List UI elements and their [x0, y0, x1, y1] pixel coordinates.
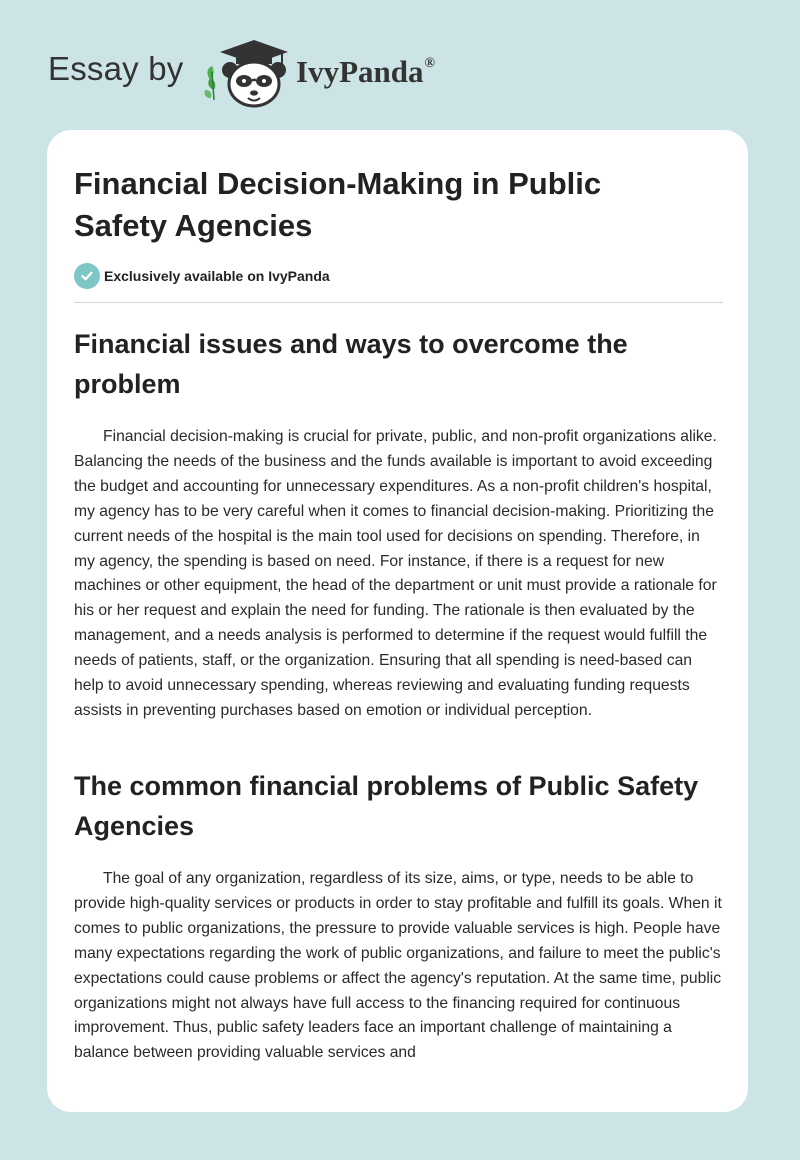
essay-title: Financial Decision-Making in Public Safety Agencies — [74, 166, 602, 243]
badge-text: Exclusively available on IvyPanda — [104, 268, 330, 284]
essay-card — [47, 130, 748, 1112]
brand-prefix: Essay by — [48, 50, 184, 87]
section-heading: Financial issues and ways to overcome the problem — [74, 329, 628, 399]
panda-graduate-icon — [200, 36, 292, 110]
check-circle-icon — [74, 263, 100, 289]
exclusive-badge — [74, 263, 330, 289]
section-paragraph: The goal of any organization, regardless of its size, aims, or type, needs to be able to provide high-quality services or products in order to stay profitable and fulfill its goals. When it comes to public organizations, the pressure to provide valuable services is high. People have many expectations regarding the work of public organizations, and failure to meet the public's expectations could cause problems or affect the agency's reputation. At the same time, public organizations might not always have full access to the financing required for continuous improvement. Thus, public safety leaders face an important challenge of maintaining a balance between providing valuable services and — [74, 870, 722, 1062]
brand-name-text: IvyPanda — [296, 54, 424, 89]
section-paragraph: Financial decision-making is crucial for private, public, and non-profit organizations alike. Balancing the needs of the business and the funds available is important to avoid exceeding the budget and accounting for unnecessary expenditures. As a non-profit children's hospital, my agency has to be very careful when it comes to financial decision-making. Prioritizing the current needs of the hospital is the main tool used for decisions on spending. Therefore, in my agency, the spending is based on need. For instance, if there is a request for new machines or other equipment, the head of the department or unit must provide a rationale for his or her request and explain the need for funding. The rationale is then evaluated by the management, and a needs analysis is performed to determine if the request would fulfill the needs of patients, staff, or the organization. Ensuring that all spending is need-based can help to avoid unnecessary spending, whereas reviewing and evaluating funding requests assists in preventing purchases based on emotion or individual perception. — [74, 428, 717, 719]
brand-header[interactable] — [48, 30, 508, 110]
section-heading: The common financial problems of Public Safety Agencies — [74, 771, 699, 841]
divider — [74, 302, 723, 303]
registered-mark: ® — [424, 56, 435, 71]
brand-name — [296, 54, 435, 90]
